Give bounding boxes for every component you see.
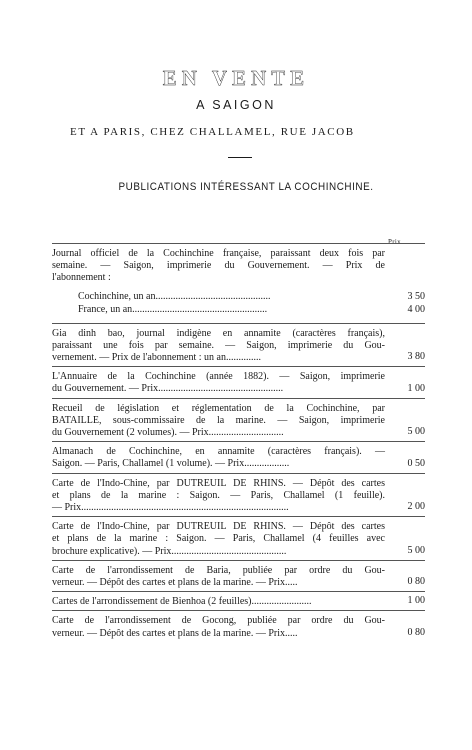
entry-line: vernement. — Prix de l'abonnement : un an.............. bbox=[52, 352, 261, 364]
entry-line: Almanach de Cochinchine, en annamite (caractères français). — bbox=[52, 446, 385, 458]
list-item bbox=[52, 323, 425, 367]
entry-line: et plans de la marine : Saigon. — Paris, Challamel (1 feuille). bbox=[52, 489, 385, 501]
page-subtitle: A SAIGON bbox=[196, 98, 276, 112]
list-item bbox=[52, 516, 425, 560]
entry-line: L'Annuaire de la Cochinchine (année 1882). — Saigon, imprimerie bbox=[52, 371, 385, 383]
list-item bbox=[52, 591, 425, 610]
entry-line: brochure explicative). — Prix.............................................. bbox=[52, 545, 287, 557]
entry-line: et plans de la marine : Saigon. — Paris, Challamel (4 feuilles avec bbox=[52, 533, 385, 545]
list-item bbox=[52, 243, 425, 323]
subscription-label: France, un an bbox=[78, 303, 133, 315]
publisher-address: ET A PARIS, CHEZ CHALLAMEL, RUE JACOB bbox=[70, 126, 355, 138]
price-value: 1 00 bbox=[407, 595, 425, 607]
entry-line: Carte de l'arrondissement de Baria, publiée par ordre du Gou- bbox=[52, 564, 385, 576]
list-item bbox=[52, 366, 425, 397]
entry-line: Carte de l'Indo-Chine, par DUTREUIL DE RHINS. — Dépôt des cartes bbox=[52, 521, 385, 533]
entry-line: verneur. — Dépôt des cartes et plans de la marine. — Prix..... bbox=[52, 577, 298, 589]
price-value: 3 50 bbox=[407, 290, 425, 302]
list-item bbox=[52, 441, 425, 472]
list-item bbox=[52, 610, 425, 641]
entry-line: semaine. — Saigon, imprimerie du Gouvernement. — Prix de bbox=[52, 260, 385, 272]
entry-line: du Gouvernement (2 volumes). — Prix.............................. bbox=[52, 427, 284, 439]
entry-line: BATAILLE, sous-commissaire de la marine. — Saigon, imprimerie bbox=[52, 414, 385, 426]
page-title: EN VENTE bbox=[162, 66, 310, 90]
price-value: 4 00 bbox=[407, 303, 425, 315]
divider-rule bbox=[228, 157, 252, 158]
price-value: 5 00 bbox=[407, 426, 425, 438]
leader-dots: ...................................................... bbox=[132, 303, 268, 315]
price-column-label: Prix. bbox=[388, 238, 403, 246]
entry-line: Journal officiel de la Cochinchine française, paraissant deux fois par bbox=[52, 248, 385, 259]
entry-line: Saigon. — Paris, Challamel (1 volume). — Prix.................. bbox=[52, 458, 290, 470]
publication-list bbox=[52, 243, 425, 642]
entry-line: l'abonnement : bbox=[52, 272, 111, 284]
entry-line: — Prix................................................................................... bbox=[52, 502, 289, 514]
entry-line: Carte de l'Indo-Chine, par DUTREUIL DE RHINS. — Dépôt des cartes bbox=[52, 477, 385, 489]
entry-line: Recueil de législation et réglementation de la Cochinchine, par bbox=[52, 402, 385, 414]
subscription-label: Cochinchine, un an bbox=[78, 290, 156, 302]
price-value: 5 00 bbox=[407, 544, 425, 556]
price-value: 0 80 bbox=[407, 576, 425, 588]
entry-line: Carte de l'arrondissement de Gocong, publiée par ordre du Gou- bbox=[52, 615, 385, 627]
price-value: 2 00 bbox=[407, 501, 425, 513]
list-item bbox=[52, 398, 425, 442]
subscription-item bbox=[52, 290, 425, 303]
entry-line: paraissant une fois par semaine. — Saigon, imprimerie du Gou- bbox=[52, 339, 385, 351]
entry-line: verneur. — Dépôt des cartes et plans de la marine. — Prix..... bbox=[52, 627, 298, 639]
leader-dots: .............................................. bbox=[155, 290, 271, 302]
price-value: 0 80 bbox=[407, 626, 425, 638]
subscription-item bbox=[52, 303, 425, 316]
price-value: 0 50 bbox=[407, 457, 425, 469]
entry-line: Cartes de l'arrondissement de Bienhoa (2 feuilles)........................ bbox=[52, 596, 312, 608]
price-value: 1 00 bbox=[407, 382, 425, 394]
list-item bbox=[52, 473, 425, 517]
entry-line: Gia dinh bao, journal indigène en annamite (caractères français), bbox=[52, 327, 385, 339]
list-item bbox=[52, 560, 425, 591]
section-heading: PUBLICATIONS INTÉRESSANT LA COCHINCHINE. bbox=[118, 181, 374, 193]
price-value: 3 80 bbox=[407, 351, 425, 363]
entry-line: du Gouvernement. — Prix.................................................. bbox=[52, 383, 284, 395]
